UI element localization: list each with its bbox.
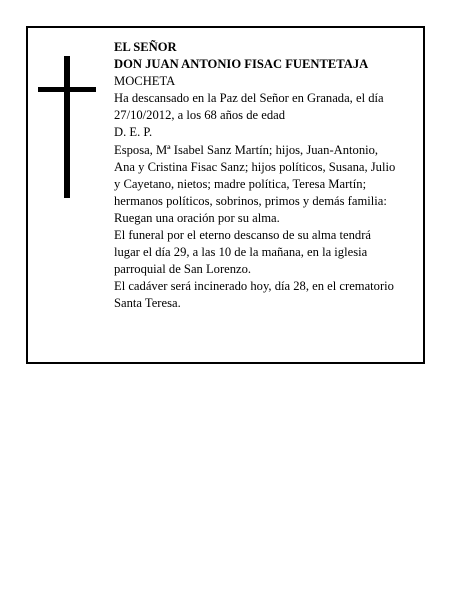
family-line-1: Esposa, Mª Isabel Sanz Martín; hijos, Juan-Antonio,	[114, 142, 379, 157]
deceased-name: DON JUAN ANTONIO FISAC FUENTETAJA	[114, 57, 369, 72]
notice-title: EL SEÑOR	[114, 40, 177, 54]
death-announcement-line-2: 27/10/2012, a los 68 años de edad	[114, 108, 286, 123]
cross-horizontal-bar	[38, 87, 96, 92]
latin-cross-icon	[38, 56, 98, 198]
cross-vertical-bar	[64, 56, 70, 198]
rest-in-peace: D. E. P.	[114, 125, 153, 140]
death-announcement-line-1: Ha descansado en la Paz del Señor en Granada, el día	[114, 91, 384, 106]
cremation-line-2: Santa Teresa.	[114, 296, 181, 311]
deceased-nickname: MOCHETA	[114, 74, 176, 89]
cremation-line-1: El cadáver será incinerado hoy, día 28, en el crematorio	[114, 279, 394, 294]
funeral-line-3: parroquial de San Lorenzo.	[114, 262, 252, 277]
family-line-2: Ana y Cristina Fisac Sanz; hijos políticos, Susana, Julio	[114, 159, 396, 174]
obituary-notice	[26, 26, 425, 364]
obituary-text	[114, 39, 414, 313]
family-line-3: y Cayetano, nietos; madre política, Teresa Martín;	[114, 176, 367, 191]
funeral-line-1: El funeral por el eterno descanso de su alma tendrá	[114, 228, 372, 243]
prayer-request: Ruegan una oración por su alma.	[114, 210, 280, 225]
family-line-4: hermanos políticos, sobrinos, primos y demás familia:	[114, 193, 387, 208]
funeral-line-2: lugar el día 29, a las 10 de la mañana, en la iglesia	[114, 245, 368, 260]
